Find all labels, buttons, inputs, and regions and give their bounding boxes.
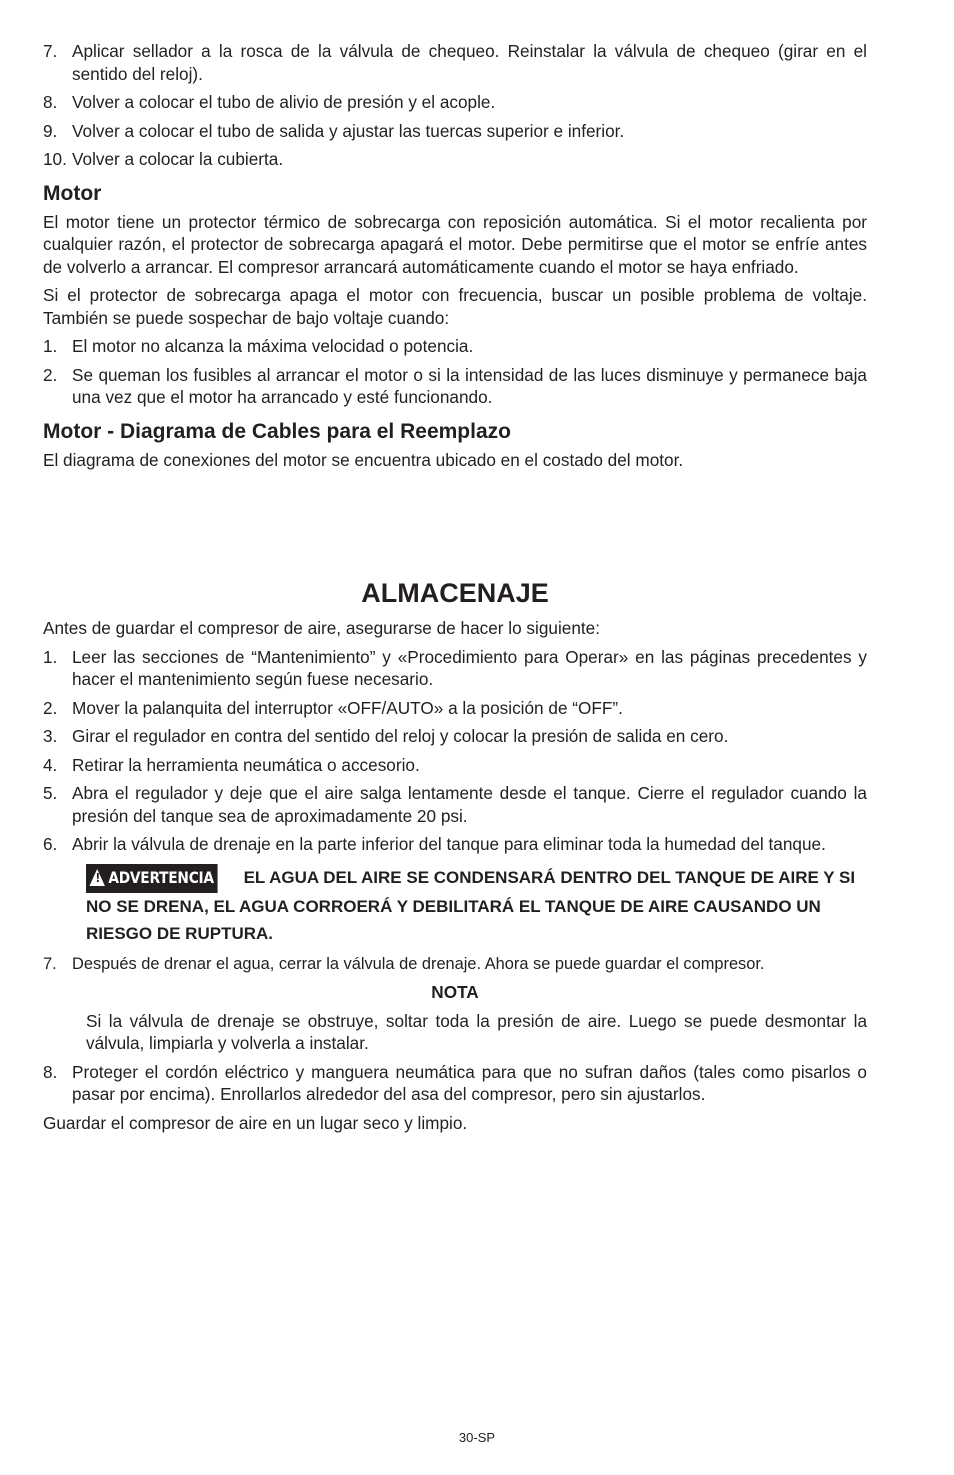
warning-block	[86, 864, 867, 947]
list-item	[43, 120, 867, 143]
list-text: Retirar la herramienta neumática o accesorio.	[72, 754, 420, 775]
list-text: El motor no alcanza la máxima velocidad o potencia.	[72, 336, 474, 356]
list-item	[43, 833, 867, 856]
storage-closing: Guardar el compresor de aire en un lugar seco y limpio.	[43, 1112, 468, 1133]
list-text: Abrir la válvula de drenaje en la parte inferior del tanque para eliminar toda la humedad del tanque.	[72, 834, 826, 854]
list-item	[43, 725, 867, 748]
list-item	[43, 364, 867, 409]
list-number: 3.	[43, 726, 58, 746]
storage-title: ALMACENAJE	[361, 578, 549, 608]
list-item	[43, 40, 867, 85]
warning-triangle-icon	[89, 869, 104, 886]
list-number: 10.	[43, 149, 67, 169]
list-item	[43, 148, 867, 171]
storage-intro: Antes de guardar el compresor de aire, asegurarse de hacer lo siguiente:	[43, 618, 601, 638]
motor-heading: Motor	[43, 181, 102, 205]
list-text: Mover la palanquita del interruptor «OFF/AUTO» a la posición de “OFF”.	[72, 697, 623, 718]
list-text: Después de drenar el agua, cerrar la válvula de drenaje. Ahora se puede guardar el compresor.	[72, 954, 765, 973]
list-number: 7.	[43, 41, 58, 61]
list-text: Leer las secciones de “Mantenimiento” y «Procedimiento para Operar» en las páginas precedentes y hacer el mantenimiento según fuese necesario.	[72, 646, 867, 689]
list-item	[43, 1061, 867, 1106]
list-number: 5.	[43, 783, 58, 803]
list-text: Aplicar sellador a la rosca de la válvula de chequeo. Reinstalar la válvula de chequeo (girar en el sentido del reloj).	[72, 41, 867, 84]
list-number: 9.	[43, 120, 58, 141]
list-text: Volver a colocar el tubo de salida y ajustar las tuercas superior e inferior.	[72, 120, 625, 141]
list-text: Se queman los fusibles al arrancar el motor o si la intensidad de las luces disminuye y permanece baja una vez que el motor ha arrancado y esté funcionando.	[72, 364, 867, 407]
page-number: 30-SP	[458, 1430, 496, 1445]
list-text: Proteger el cordón eléctrico y manguera neumática para que no sufran daños (tales como pisarlos o pasar por encima). Enrollarlos alrededor del asa del compresor, pero sin ajustarlos.	[72, 1061, 867, 1104]
list-number: 7.	[43, 954, 57, 973]
warning-symbol: !	[95, 870, 100, 885]
list-item	[43, 754, 867, 777]
list-number: 1.	[43, 646, 58, 667]
motor-paragraph-1: El motor tiene un protector térmico de sobrecarga con reposición automática. Si el motor recalienta por cualquier razón, el protector de sobrecarga apagará el motor. Debe permitirse que el motor se enfríe antes de volverlo a arrancar. El compresor arrancará automáticamente cuando el motor se haya enfriado.	[43, 211, 867, 277]
list-item	[43, 91, 867, 114]
wiring-heading: Motor - Diagrama de Cables para el Reemplazo	[43, 419, 511, 443]
list-text: Volver a colocar el tubo de alivio de presión y el acople.	[72, 92, 496, 112]
motor-paragraph-2: Si el protector de sobrecarga apaga el motor con frecuencia, buscar un posible problema de voltaje. También se puede sospechar de bajo voltaje cuando:	[43, 285, 867, 328]
warning-label: ADVERTENCIA	[108, 867, 214, 887]
list-number: 2.	[43, 697, 58, 718]
list-number: 1.	[43, 336, 58, 356]
list-number: 4.	[43, 754, 58, 775]
list-number: 6.	[43, 834, 58, 854]
list-item	[43, 335, 867, 358]
list-item	[43, 953, 867, 976]
list-text: Abra el regulador y deje que el aire salga lentamente desde el tanque. Cierre el regulador cuando la presión del tanque sea de aproximadamente 20 psi.	[72, 783, 867, 826]
warning-badge	[86, 864, 217, 893]
list-item	[43, 782, 867, 827]
note-title: NOTA	[431, 982, 479, 1002]
warning-text: EL AGUA DEL AIRE SE CONDENSARÁ DENTRO DEL TANQUE DE AIRE Y SI NO SE DRENA, EL AGUA CORROERÁ Y DEBILITARÁ EL TANQUE DE AIRE CAUSANDO UN RIESGO DE RUPTURA.	[86, 867, 856, 943]
page-content	[43, 40, 867, 1140]
list-text: Girar el regulador en contra del sentido del reloj y colocar la presión de salida en cero.	[72, 726, 729, 746]
list-item	[43, 646, 867, 691]
list-number: 8.	[43, 92, 58, 112]
wiring-paragraph: El diagrama de conexiones del motor se encuentra ubicado en el costado del motor.	[43, 449, 684, 470]
list-item	[43, 697, 867, 720]
list-text: Volver a colocar la cubierta.	[72, 149, 284, 169]
list-number: 8.	[43, 1061, 58, 1082]
note-text: Si la válvula de drenaje se obstruye, soltar toda la presión de aire. Luego se puede desmontar la válvula, limpiarla y volverla a instalar.	[86, 1010, 867, 1053]
list-number: 2.	[43, 364, 58, 385]
